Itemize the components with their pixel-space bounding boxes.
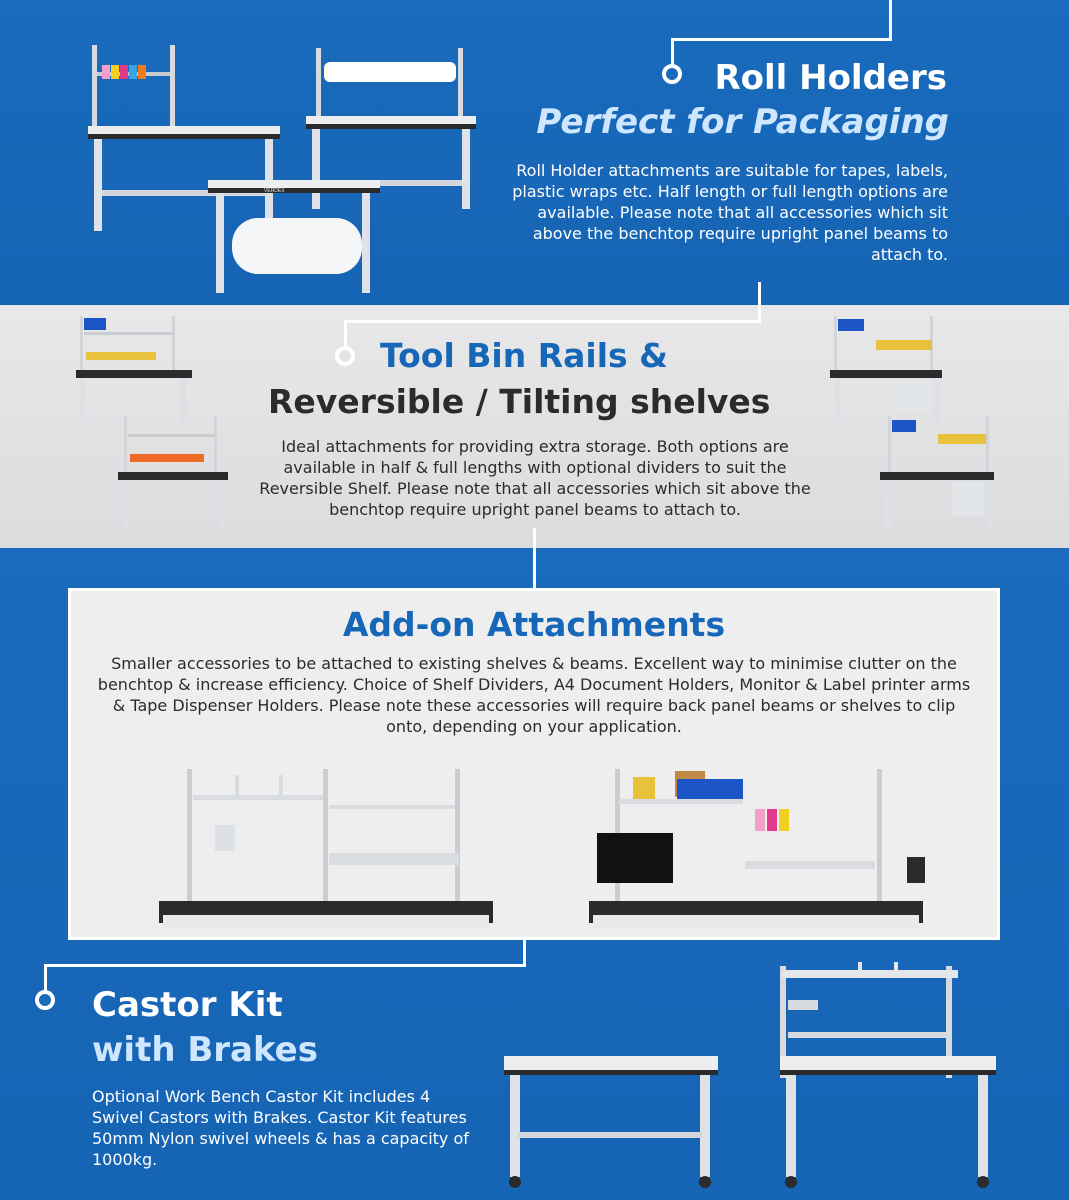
connector-line: [44, 964, 47, 990]
connector-line: [758, 282, 761, 322]
bench-with-tool-bin-rail: [76, 316, 192, 428]
timeline-node: [335, 346, 355, 366]
bench-with-drawers: [830, 316, 942, 424]
timeline-node: [662, 64, 682, 84]
bench-with-shelves-and-castors: [780, 962, 996, 1188]
connector-line: [44, 964, 526, 967]
castor-title-line2: with Brakes: [92, 1030, 318, 1070]
tool-bin-benches-left-image: [72, 316, 242, 531]
connector-line: [671, 38, 674, 64]
bench-with-reversible-shelf: [118, 416, 228, 528]
brand-mark: VERDEX: [264, 188, 285, 194]
addon-bench-left-image: [159, 765, 499, 937]
connector-line: [671, 38, 892, 41]
addon-attachments-panel: [68, 588, 1000, 940]
castor-description: Optional Work Bench Castor Kit includes 4 Swivel Castors with Brakes. Castor Kit features 50mm Nylon swivel wheels & has a capacity of 1000kg.: [92, 1087, 469, 1169]
connector-line: [344, 320, 347, 346]
tool-bin-benches-right-image: [826, 316, 1001, 531]
connector-line: [344, 320, 761, 323]
roll-holders-subtitle: Perfect for Packaging: [536, 102, 949, 142]
bench-with-tape-roll-holder: [88, 45, 280, 231]
bench-with-castors: [504, 1056, 718, 1188]
connector-line: [533, 528, 536, 590]
tool-bin-subtitle: Reversible / Tilting shelves: [268, 382, 771, 421]
connector-line: [889, 0, 892, 40]
timeline-node: [35, 990, 55, 1010]
castor-title-line1: Castor Kit: [92, 985, 283, 1025]
castor-benches-image: [498, 962, 1002, 1190]
roll-holders-title: Roll Holders: [714, 58, 947, 98]
addon-title: Add-on Attachments: [342, 605, 726, 644]
roll-holder-benches-image: [80, 40, 480, 302]
tool-bin-title: Tool Bin Rails &: [380, 336, 668, 375]
addon-description: Smaller accessories to be attached to existing shelves & beams. Excellent way to minimise clutter on the benchtop & increase efficiency. Choice of Shelf Dividers, A4 Document Holders, Monitor & Label printer arms & Tape Dispenser Holders. Please note these accessories will require back panel beams or shelves to clip onto, depending on your application.: [97, 654, 971, 736]
bench-with-tool-bins: [880, 416, 994, 528]
tool-bin-description: Ideal attachments for providing extra storage. Both options are available in half & full lengths with optional dividers to suit the Reversible Shelf. Please note that all accessories which sit above the benchtop require upright panel beams to attach to.: [259, 437, 811, 519]
roll-holders-description: Roll Holder attachments are suitable for tapes, labels, plastic wraps etc. Half length or full length options are available. Please note that all accessories which sit above the benchtop require upright panel beams to attach to.: [512, 161, 948, 264]
bench-with-under-roll-holder: [208, 180, 380, 293]
addon-bench-right-image: [585, 765, 925, 937]
